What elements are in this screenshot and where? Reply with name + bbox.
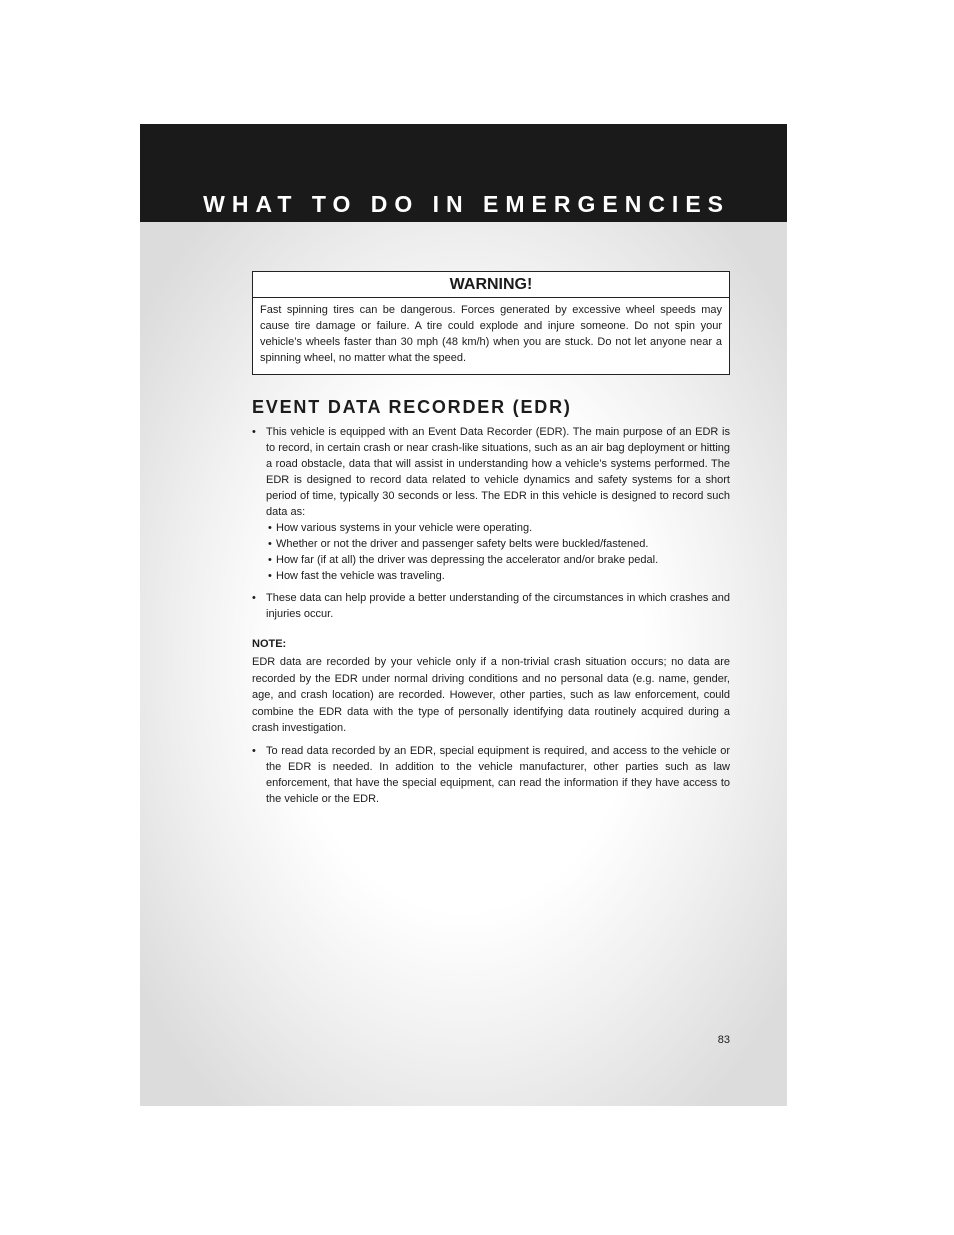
bullet-text: To read data recorded by an EDR, special equipment is required, and access to the vehicle or the EDR is needed. In addition to the vehicle manufacturer, other parties such as law enforcement, that have the special equipment, can read the information if they have access to the vehicle or the EDR. — [266, 744, 730, 805]
note-text: EDR data are recorded by your vehicle only if a non-trivial crash situation occurs; no data are recorded by the EDR under normal driving conditions and no personal data (e.g. name, gender, age, and crash location) are recorded. However, other parties, such as law enforcement, could combine the EDR data with the type of personally identifying data routinely acquired during a crash investigation. — [252, 656, 730, 734]
bullet-text: These data can help provide a better understanding of the circumstances in which crashes and injuries occur. — [266, 592, 730, 620]
bullet-icon: • — [268, 554, 272, 566]
sub-item-text: How far (if at all) the driver was depressing the accelerator and/or brake pedal. — [276, 554, 659, 566]
warning-text: Fast spinning tires can be dangerous. Forces generated by excessive wheel speeds may cause tire damage or failure. A tire could explode and injure someone. Do not spin your vehicle’s wheels faster than 30 mph (48 km/h) when you are stuck. Do not let anyone near a spinning wheel, no matter what the speed. — [260, 304, 722, 364]
bullet-icon: • — [252, 592, 256, 604]
list-item — [252, 590, 730, 622]
page-number: 83 — [717, 1034, 730, 1046]
list-item — [252, 743, 730, 807]
sub-item-text: How various systems in your vehicle were operating. — [276, 522, 533, 534]
edr-heading: EVENT DATA RECORDER (EDR) — [252, 397, 572, 417]
page-content — [252, 271, 730, 807]
sub-item-text: Whether or not the driver and passenger safety belts were buckled/fastened. — [276, 538, 649, 550]
bullet-text: This vehicle is equipped with an Event Data Recorder (EDR). The main purpose of an EDR is to record, in certain crash or near crash-like situations, such as an air bag deployment or hitting a road obstacle, data that will assist in understanding how a vehicle’s systems performed. The EDR is designed to record data related to vehicle dynamics and safety systems for a short period of time, typically 30 seconds or less. The EDR in this vehicle is designed to record such data as: — [266, 426, 730, 518]
bullet-icon: • — [252, 744, 256, 757]
bullet-icon: • — [268, 522, 272, 534]
section-title: WHAT TO DO IN EMERGENCIES — [203, 191, 730, 217]
bullet-icon: • — [268, 570, 272, 582]
sub-list-item — [268, 568, 730, 584]
sub-item-text: How fast the vehicle was traveling. — [276, 570, 445, 582]
bullet-icon: • — [252, 426, 256, 438]
sub-list-item — [268, 520, 730, 536]
warning-title: WARNING! — [253, 272, 729, 298]
list-item — [252, 424, 730, 584]
bullet-icon: • — [268, 538, 272, 550]
note-label: NOTE: — [252, 638, 287, 650]
sub-list-item — [268, 552, 730, 568]
section-header — [140, 124, 787, 222]
sub-list-item — [268, 536, 730, 552]
sub-list — [266, 520, 730, 584]
warning-box — [252, 271, 730, 375]
